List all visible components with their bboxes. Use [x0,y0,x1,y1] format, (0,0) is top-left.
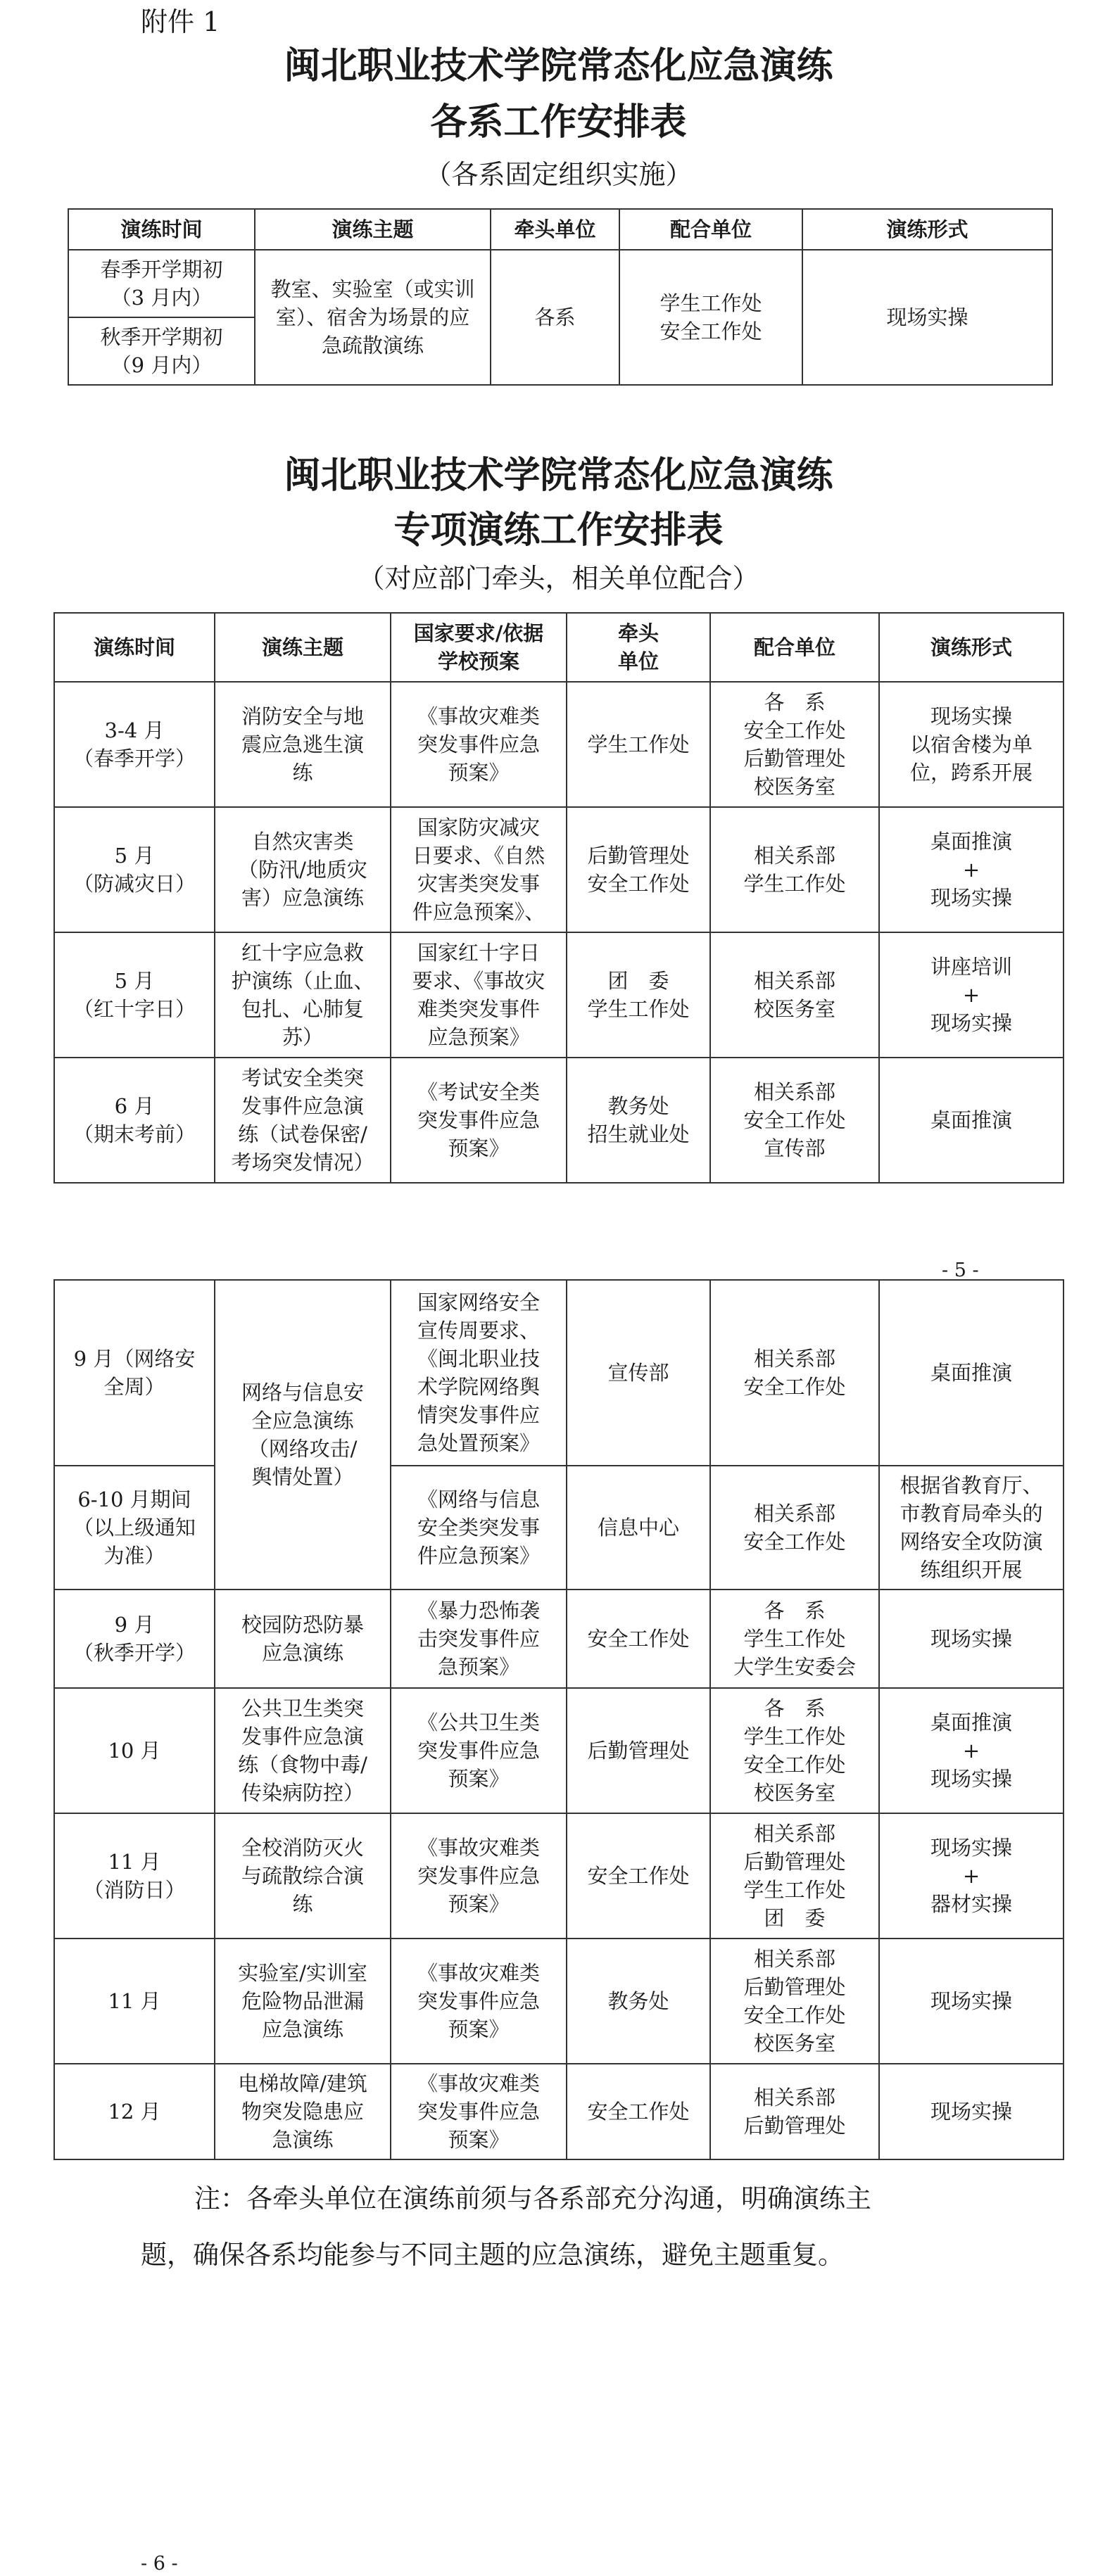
time-cell: 5 月 （红十字日） [54,932,215,1058]
lead-cell: 宣传部 [567,1280,710,1466]
header-lead: 牵头 单位 [567,613,710,682]
basis-cell: 国家红十字日 要求、《事故灾 难类突发事件 应急预案》 [391,932,567,1058]
lead-cell: 安全工作处 [567,2064,710,2159]
header-time: 演练时间 [68,209,255,250]
coop-cell: 相关系部 安全工作处 宣传部 [710,1058,879,1183]
section2-title-line2: 专项演练工作安排表 [393,509,724,552]
coop-cell: 相关系部 校医务室 [710,932,879,1058]
theme-cell: 自然灾害类 （防汛/地质灾 害）应急演练 [215,807,391,932]
lead-cell: 各系 [491,250,619,385]
note-line2: 题，确保各系均能参与不同主题的应急演练，避免主题重复。 [141,2240,844,2270]
section1-subtitle: （各系固定组织实施） [424,159,693,190]
header-form: 演练形式 [802,209,1052,250]
basis-cell: 《公共卫生类 突发事件应急 预案》 [391,1688,567,1813]
header-lead: 牵头单位 [491,209,619,250]
section1-title-line1: 闽北职业技术学院常态化应急演练 [284,44,833,87]
time-cell: 3-4 月 （春季开学） [54,682,215,807]
form-cell: 根据省教育厅、 市教育局牵头的 网络安全攻防演 练组织开展 [879,1466,1064,1590]
basis-cell: 《事故灾难类 突发事件应急 预案》 [391,682,567,807]
basis-cell: 《事故灾难类 突发事件应急 预案》 [391,1939,567,2064]
theme-cell: 网络与信息安 全应急演练 （网络攻击/ 舆情处置） [215,1280,391,1590]
coop-cell: 各 系 安全工作处 后勤管理处 校医务室 [710,682,879,807]
coop-cell: 学生工作处 安全工作处 [619,250,802,385]
header-theme: 演练主题 [255,209,491,250]
section1-table [68,208,1053,386]
lead-cell: 教务处 [567,1939,710,2064]
lead-cell: 教务处 招生就业处 [567,1058,710,1183]
time-cell: 5 月 （防减灾日） [54,807,215,932]
section2-subtitle: （对应部门牵头，相关单位配合） [358,563,759,594]
theme-cell: 考试安全类突 发事件应急演 练（试卷保密/ 考场突发情况） [215,1058,391,1183]
theme-cell: 公共卫生类突 发事件应急演 练（食物中毒/ 传染病防控） [215,1688,391,1813]
time-cell: 6-10 月期间 （以上级通知 为准） [54,1466,215,1590]
form-cell: 桌面推演 [879,1058,1064,1183]
theme-cell: 教室、实验室（或实训 室）、宿舍为场景的应 急疏散演练 [255,250,491,385]
theme-cell: 全校消防灭火 与疏散综合演 练 [215,1813,391,1939]
form-cell: 现场实操 [879,1939,1064,2064]
basis-cell: 国家防灾减灾 日要求、《自然 灾害类突发事 件应急预案》、 [391,807,567,932]
form-cell: 桌面推演 + 现场实操 [879,807,1064,932]
coop-cell: 相关系部 安全工作处 [710,1280,879,1466]
coop-cell: 相关系部 后勤管理处 安全工作处 校医务室 [710,1939,879,2064]
theme-cell: 实验室/实训室 危险物品泄漏 应急演练 [215,1939,391,2064]
coop-cell: 各 系 学生工作处 大学生安委会 [710,1590,879,1688]
form-cell: 讲座培训 + 现场实操 [879,932,1064,1058]
section2-table-continued [53,1279,1064,2160]
header-form: 演练形式 [879,613,1064,682]
section1-title-line2: 各系工作安排表 [430,101,687,144]
section2-title-line1: 闽北职业技术学院常态化应急演练 [284,454,833,497]
time-cell: 6 月 （期末考前） [54,1058,215,1183]
coop-cell: 相关系部 后勤管理处 [710,2064,879,2159]
coop-cell: 相关系部 学生工作处 [710,807,879,932]
form-cell: 现场实操 [802,250,1052,385]
theme-cell: 校园防恐防暴 应急演练 [215,1590,391,1688]
lead-cell: 信息中心 [567,1466,710,1590]
time-cell: 9 月 （秋季开学） [54,1590,215,1688]
attachment-label: 附件 1 [141,6,220,37]
header-basis: 国家要求/依据 学校预案 [391,613,567,682]
lead-cell: 团 委 学生工作处 [567,932,710,1058]
basis-cell: 《事故灾难类 突发事件应急 预案》 [391,1813,567,1939]
page-number: - 5 - [942,1260,979,1281]
section2-table [53,612,1064,1184]
theme-cell: 红十字应急救 护演练（止血、 包扎、心肺复 苏） [215,932,391,1058]
header-coop: 配合单位 [619,209,802,250]
lead-cell: 学生工作处 [567,682,710,807]
basis-cell: 国家网络安全 宣传周要求、 《闽北职业技 术学院网络舆 情突发事件应 急处置预案》 [391,1280,567,1466]
time-cell: 10 月 [54,1688,215,1813]
basis-cell: 《事故灾难类 突发事件应急 预案》 [391,2064,567,2159]
time-cell: 9 月（网络安 全周） [54,1280,215,1466]
time-cell: 春季开学期初 （3 月内） [68,250,255,317]
form-cell: 现场实操 [879,1590,1064,1688]
form-cell: 现场实操 [879,2064,1064,2159]
header-theme: 演练主题 [215,613,391,682]
header-coop: 配合单位 [710,613,879,682]
coop-cell: 相关系部 后勤管理处 学生工作处 团 委 [710,1813,879,1939]
lead-cell: 安全工作处 [567,1813,710,1939]
form-cell: 桌面推演 + 现场实操 [879,1688,1064,1813]
lead-cell: 安全工作处 [567,1590,710,1688]
coop-cell: 相关系部 安全工作处 [710,1466,879,1590]
lead-cell: 后勤管理处 [567,1688,710,1813]
time-cell: 11 月 [54,1939,215,2064]
basis-cell: 《考试安全类 突发事件应急 预案》 [391,1058,567,1183]
theme-cell: 消防安全与地 震应急逃生演 练 [215,682,391,807]
theme-cell: 电梯故障/建筑 物突发隐患应 急演练 [215,2064,391,2159]
form-cell: 现场实操 以宿舍楼为单 位，跨系开展 [879,682,1064,807]
form-cell: 现场实操 + 器材实操 [879,1813,1064,1939]
header-time: 演练时间 [54,613,215,682]
basis-cell: 《网络与信息 安全类突发事 件应急预案》 [391,1466,567,1590]
time-cell: 秋季开学期初 （9 月内） [68,317,255,385]
time-cell: 11 月 （消防日） [54,1813,215,1939]
time-cell: 12 月 [54,2064,215,2159]
form-cell: 桌面推演 [879,1280,1064,1466]
coop-cell: 各 系 学生工作处 安全工作处 校医务室 [710,1688,879,1813]
lead-cell: 后勤管理处 安全工作处 [567,807,710,932]
basis-cell: 《暴力恐怖袭 击突发事件应 急预案》 [391,1590,567,1688]
note-line1: 注：各牵头单位在演练前须与各系部充分沟通，明确演练主 [194,2183,871,2214]
page-number: - 6 - [141,2553,178,2575]
